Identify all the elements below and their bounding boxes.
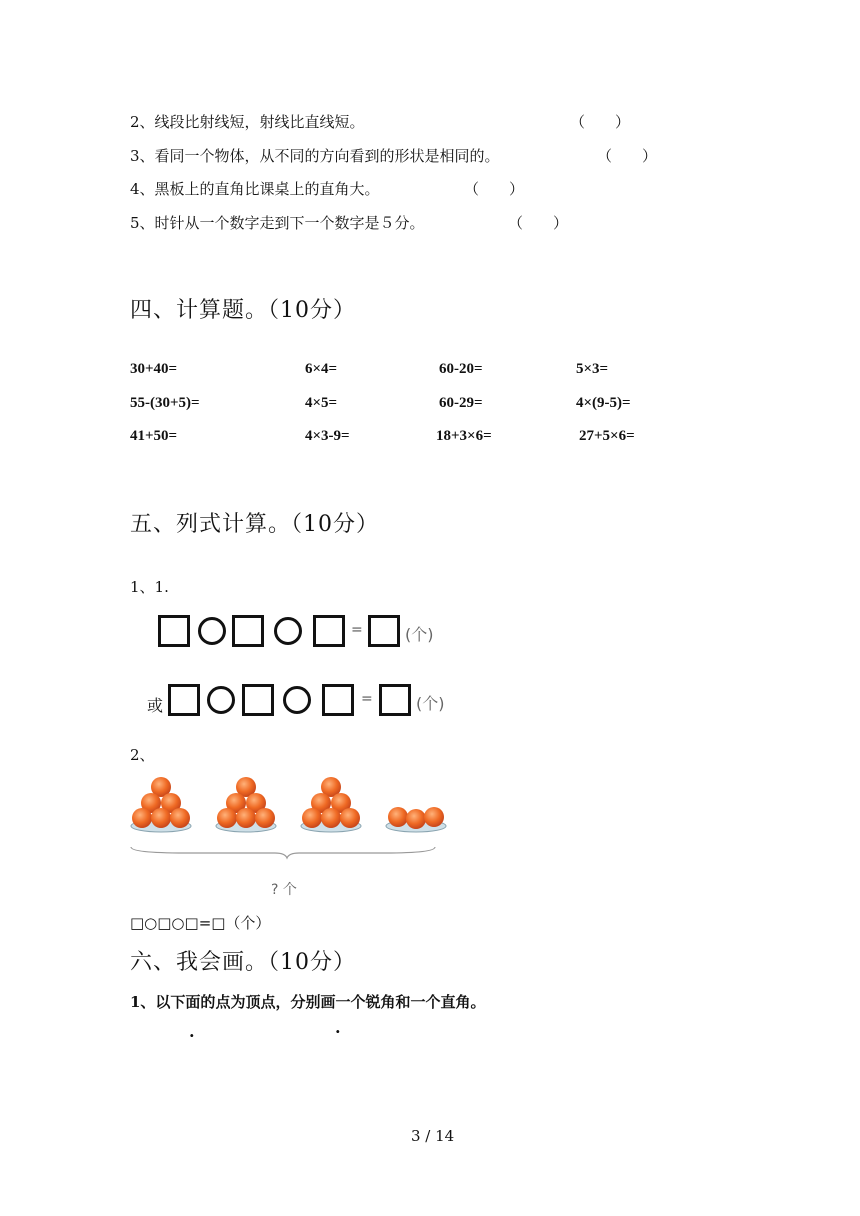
calc-item: 60-20=: [439, 361, 483, 377]
section-6-title: 六、我会画。（10分）: [130, 950, 356, 975]
unit-label: (个): [416, 694, 445, 713]
answer-box[interactable]: [322, 684, 354, 716]
brace-line: [131, 847, 435, 858]
orange-plates-illustration: [125, 770, 455, 870]
answer-box[interactable]: [379, 684, 411, 716]
calc-item: 41+50=: [130, 428, 178, 444]
calc-item: 30+40=: [130, 361, 178, 377]
tf-item-2: 2、线段比射线短，射线比直线短。: [130, 113, 365, 131]
calc-item: 4×(9-5)=: [576, 395, 631, 411]
answer-paren-3[interactable]: （ ）: [597, 147, 658, 165]
plate-with-oranges: [386, 807, 446, 832]
tf-item-5: 5、时针从一个数字走到下一个数字是５分。: [130, 214, 425, 232]
answer-box[interactable]: [368, 615, 400, 647]
q1-draw-instruction: 1、以下面的点为顶点，分别画一个锐角和一个直角。: [130, 993, 486, 1011]
operator-circle[interactable]: [198, 617, 226, 645]
operator-circle[interactable]: [207, 686, 235, 714]
brace-label: ? 个: [271, 882, 297, 898]
calc-item: 60-29=: [439, 395, 483, 411]
plate-with-oranges: [301, 777, 361, 832]
calc-item: 4×3-9=: [305, 428, 350, 444]
calc-item: 18+3×6=: [436, 428, 492, 444]
answer-box[interactable]: [232, 615, 264, 647]
plate-with-oranges: [131, 777, 191, 832]
answer-box[interactable]: [168, 684, 200, 716]
calc-item: 6×4=: [305, 361, 338, 377]
answer-paren-5[interactable]: （ ）: [508, 214, 569, 232]
equals-sign: =: [361, 691, 373, 707]
q1-label: 1、1.: [130, 578, 169, 596]
plate-with-oranges: [216, 777, 276, 832]
section-4-title: 四、计算题。（10分）: [130, 298, 356, 323]
calc-item: 4×5=: [305, 395, 338, 411]
answer-box[interactable]: [158, 615, 190, 647]
tf-item-3: 3、看同一个物体，从不同的方向看到的形状是相同的。: [130, 147, 500, 165]
section-5-title: 五、列式计算。（10分）: [130, 512, 379, 537]
or-label: 或: [147, 696, 164, 715]
answer-box[interactable]: [313, 615, 345, 647]
calc-item: 55-(30+5)=: [130, 395, 200, 411]
equals-sign: =: [351, 622, 363, 638]
unit-label: (个): [405, 625, 434, 644]
q2-label: 2、: [130, 746, 155, 764]
calc-item: 27+5×6=: [579, 428, 635, 444]
answer-box[interactable]: [242, 684, 274, 716]
vertex-dot-2[interactable]: .: [335, 1018, 341, 1037]
page-number: 3 / 14: [411, 1127, 455, 1145]
tf-item-4: 4、黑板上的直角比课桌上的直角大。: [130, 180, 380, 198]
answer-template[interactable]: □○□○□=□（个）: [130, 914, 271, 932]
calc-item: 5×3=: [576, 361, 609, 377]
operator-circle[interactable]: [274, 617, 302, 645]
operator-circle[interactable]: [283, 686, 311, 714]
answer-paren-2[interactable]: （ ）: [570, 113, 631, 131]
answer-paren-4[interactable]: （ ）: [464, 180, 525, 198]
vertex-dot-1[interactable]: .: [189, 1022, 195, 1041]
